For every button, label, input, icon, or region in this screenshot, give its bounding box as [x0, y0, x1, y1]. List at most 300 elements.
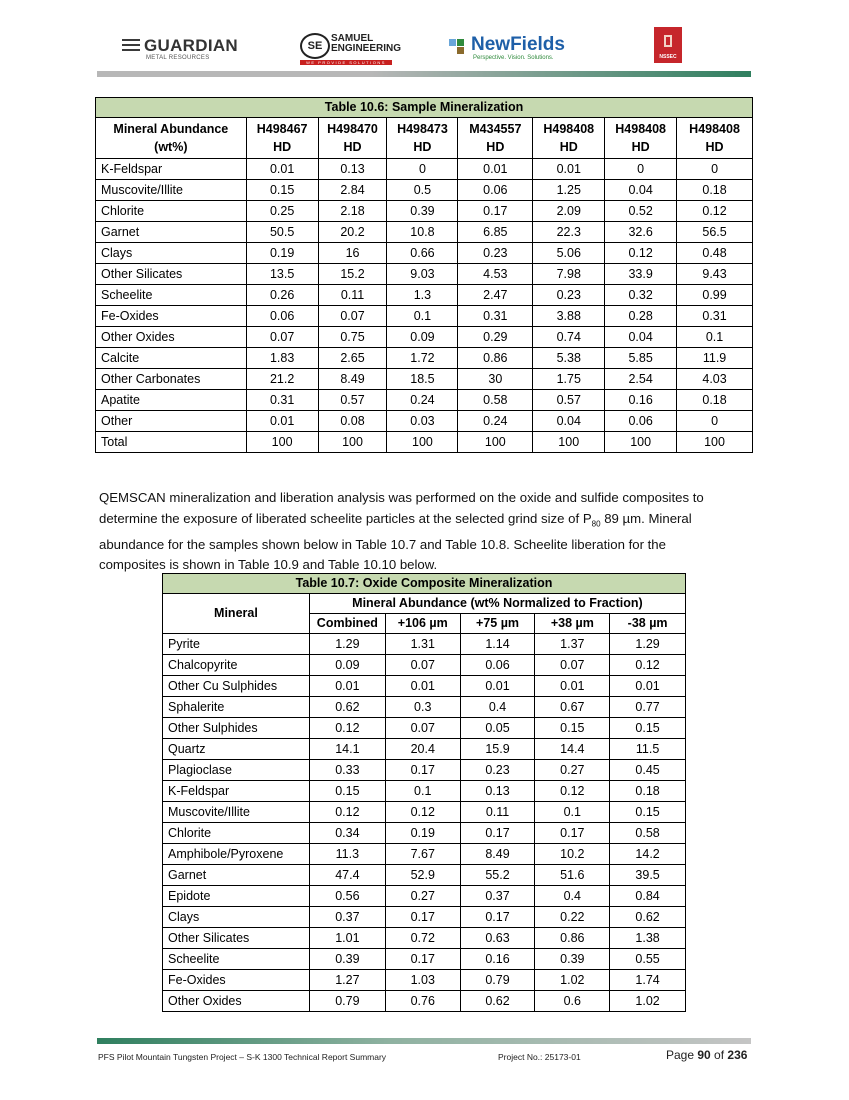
table-cell: 0.04	[533, 411, 605, 432]
table-cell: 47.4	[309, 865, 385, 886]
guardian-bars-icon	[122, 39, 140, 51]
paragraph-line	[99, 509, 759, 535]
table-cell: 7.67	[385, 844, 460, 865]
table-cell: 11.5	[610, 739, 686, 760]
row-label: Garnet	[96, 222, 247, 243]
table-cell: 0.25	[246, 201, 318, 222]
table-cell: 0.17	[535, 823, 610, 844]
table-cell: 0.18	[610, 781, 686, 802]
table-row	[96, 432, 753, 453]
table-cell: 0.52	[605, 201, 677, 222]
newfields-tagline: Perspective. Vision. Solutions.	[473, 55, 554, 61]
table-row	[163, 844, 686, 865]
row-label: Apatite	[96, 390, 247, 411]
table-cell: 0.1	[535, 802, 610, 823]
table-cell: 5.06	[533, 243, 605, 264]
table-row	[163, 781, 686, 802]
table-cell: 0.12	[605, 243, 677, 264]
table-cell: 0.12	[309, 802, 385, 823]
table-cell: 9.03	[387, 264, 458, 285]
table-cell: 8.49	[460, 844, 535, 865]
table-cell: 100	[677, 432, 753, 453]
table-cell: 8.49	[318, 369, 387, 390]
table-cell: 20.2	[318, 222, 387, 243]
header-line: H498408	[615, 122, 667, 136]
table-cell: 5.85	[605, 348, 677, 369]
table-cell: 0.16	[605, 390, 677, 411]
row-label: Quartz	[163, 739, 310, 760]
table-cell: 0.58	[458, 390, 533, 411]
header-line: H498408	[689, 122, 740, 136]
nssec-label: NSSEC	[659, 54, 677, 60]
table-cell: 0.29	[458, 327, 533, 348]
newfields-square-icon	[449, 39, 456, 46]
samuel-tagline: WE PROVIDE SOLUTIONS	[306, 60, 386, 65]
table-cell: 2.47	[458, 285, 533, 306]
samuel-wordmark	[331, 34, 401, 54]
table-cell: 2.18	[318, 201, 387, 222]
row-label: Amphibole/Pyroxene	[163, 844, 310, 865]
table-caption: Table 10.7: Oxide Composite Mineralization	[163, 574, 686, 594]
table-cell: 0.1	[387, 306, 458, 327]
table-cell: 5.38	[533, 348, 605, 369]
table-cell: 0.62	[460, 991, 535, 1012]
table-cell: 0.62	[610, 907, 686, 928]
table-cell: 0.23	[460, 760, 535, 781]
header-line: HD	[413, 140, 432, 154]
table-cell: 0.06	[605, 411, 677, 432]
paragraph-line: abundance for the samples shown below in Table 10.7 and Table 10.8. Scheelite liberation for the	[99, 536, 666, 552]
table-cell: 0.11	[460, 802, 535, 823]
table-cell: 0.01	[246, 159, 318, 180]
table-cell: 0.4	[535, 886, 610, 907]
table-cell: 0.6	[535, 991, 610, 1012]
total-pages: 236	[727, 1048, 748, 1062]
group-header: Mineral Abundance (wt% Normalized to Fraction)	[309, 594, 685, 614]
table-row	[163, 823, 686, 844]
table-row	[96, 159, 753, 180]
table-cell: 18.5	[387, 369, 458, 390]
table-cell: 0.17	[460, 823, 535, 844]
current-page: 90	[697, 1048, 711, 1062]
table-cell: 0.07	[385, 718, 460, 739]
paragraph-line: composites is shown in Table 10.9 and Table 10.10 below.	[99, 557, 438, 573]
column-header: +75 µm	[460, 614, 535, 634]
table-cell: 0.05	[460, 718, 535, 739]
table-row	[163, 760, 686, 781]
row-label: Other Cu Sulphides	[163, 676, 310, 697]
table-row	[163, 865, 686, 886]
table-cell: 1.75	[533, 369, 605, 390]
table-cell: 0.4	[460, 697, 535, 718]
column-header	[246, 118, 318, 159]
table-row	[163, 634, 686, 655]
table-cell: 0.07	[318, 306, 387, 327]
table-10-7	[162, 573, 686, 1012]
table-row	[163, 991, 686, 1012]
table-cell: 0.79	[460, 970, 535, 991]
table-row	[163, 907, 686, 928]
row-label: Muscovite/Illite	[163, 802, 310, 823]
table-row	[96, 264, 753, 285]
footer-report-title: PFS Pilot Mountain Tungsten Project – S-K 1300 Technical Report Summary	[98, 1052, 387, 1062]
table-cell: 0.32	[605, 285, 677, 306]
table-row	[96, 306, 753, 327]
row-label: Calcite	[96, 348, 247, 369]
table-cell: 0.22	[535, 907, 610, 928]
column-header	[605, 118, 677, 159]
row-label: Pyrite	[163, 634, 310, 655]
table-row	[96, 285, 753, 306]
table-cell: 0.01	[535, 676, 610, 697]
table-cell: 0.09	[387, 327, 458, 348]
table-cell: 0.01	[246, 411, 318, 432]
table-cell: 1.38	[610, 928, 686, 949]
table-cell: 0.31	[458, 306, 533, 327]
table-cell: 0.3	[385, 697, 460, 718]
page-header	[0, 0, 849, 80]
table-cell: 0.18	[677, 180, 753, 201]
column-header	[318, 118, 387, 159]
table-cell: 0.24	[458, 411, 533, 432]
table-cell: 1.83	[246, 348, 318, 369]
table-cell: 0.12	[385, 802, 460, 823]
column-header: Combined	[309, 614, 385, 634]
table-cell: 14.2	[610, 844, 686, 865]
table-cell: 0.17	[458, 201, 533, 222]
table-cell: 11.3	[309, 844, 385, 865]
table-row	[96, 411, 753, 432]
column-header	[458, 118, 533, 159]
table-cell: 14.4	[535, 739, 610, 760]
header-line: H498473	[397, 122, 448, 136]
table-cell: 0.15	[246, 180, 318, 201]
table-cell: 1.29	[309, 634, 385, 655]
table-cell: 0.58	[610, 823, 686, 844]
row-label: Other Silicates	[163, 928, 310, 949]
table-cell: 7.98	[533, 264, 605, 285]
table-cell: 1.14	[460, 634, 535, 655]
table-cell: 0.63	[460, 928, 535, 949]
table-cell: 0.24	[387, 390, 458, 411]
table-cell: 0.66	[387, 243, 458, 264]
table-row	[163, 739, 686, 760]
table-cell: 0.07	[535, 655, 610, 676]
header-line: HD	[559, 140, 578, 154]
table-cell: 20.4	[385, 739, 460, 760]
nssec-emblem-icon	[664, 35, 672, 47]
table-cell: 0.11	[318, 285, 387, 306]
table-cell: 0.56	[309, 886, 385, 907]
table-cell: 1.3	[387, 285, 458, 306]
samuel-line2: ENGINEERING	[331, 43, 402, 54]
table-cell: 0.37	[309, 907, 385, 928]
table-cell: 0.17	[385, 760, 460, 781]
table-cell: 1.29	[610, 634, 686, 655]
table-cell: 1.31	[385, 634, 460, 655]
table-cell: 0.76	[385, 991, 460, 1012]
newfields-name: NewFields	[471, 34, 565, 55]
table-cell: 51.6	[535, 865, 610, 886]
table-cell: 32.6	[605, 222, 677, 243]
table-cell: 0.67	[535, 697, 610, 718]
row-label: Fe-Oxides	[163, 970, 310, 991]
table-cell: 0.37	[460, 886, 535, 907]
table-cell: 0.01	[533, 159, 605, 180]
page-number	[666, 1048, 747, 1062]
corner-header	[96, 118, 247, 159]
table-cell: 0.57	[533, 390, 605, 411]
table-row	[163, 676, 686, 697]
header-line: HD	[273, 140, 292, 154]
table-cell: 0.39	[309, 949, 385, 970]
table-row	[163, 697, 686, 718]
column-header: +106 µm	[385, 614, 460, 634]
table-cell: 0.01	[460, 676, 535, 697]
row-label: Scheelite	[163, 949, 310, 970]
table-cell: 0.34	[309, 823, 385, 844]
table-cell: 0.15	[610, 802, 686, 823]
row-label: Garnet	[163, 865, 310, 886]
table-cell: 0.74	[533, 327, 605, 348]
table-row	[163, 949, 686, 970]
body-paragraph	[99, 488, 759, 576]
guardian-subtitle: METAL RESOURCES	[146, 55, 210, 61]
table-cell: 14.1	[309, 739, 385, 760]
table-cell: 3.88	[533, 306, 605, 327]
table-cell: 0.1	[385, 781, 460, 802]
row-label: Other Carbonates	[96, 369, 247, 390]
row-label: Other Oxides	[163, 991, 310, 1012]
table-cell: 0.27	[535, 760, 610, 781]
table-cell: 0.01	[610, 676, 686, 697]
table-cell: 0.72	[385, 928, 460, 949]
row-label: Other	[96, 411, 247, 432]
table-cell: 0.62	[309, 697, 385, 718]
table-cell: 55.2	[460, 865, 535, 886]
table-row	[96, 348, 753, 369]
table-row	[96, 327, 753, 348]
column-header	[677, 118, 753, 159]
table-cell: 0.18	[677, 390, 753, 411]
table-cell: 13.5	[246, 264, 318, 285]
table-row	[163, 886, 686, 907]
table-cell: 0.04	[605, 180, 677, 201]
table-row	[163, 718, 686, 739]
table-cell: 1.27	[309, 970, 385, 991]
table-cell: 0.17	[385, 907, 460, 928]
table-cell: 1.01	[309, 928, 385, 949]
page-of: of	[710, 1048, 728, 1062]
table-cell: 100	[533, 432, 605, 453]
table-row	[163, 655, 686, 676]
table-cell: 0.12	[535, 781, 610, 802]
table-cell: 0.01	[458, 159, 533, 180]
table-cell: 0.08	[318, 411, 387, 432]
table-cell: 0.39	[387, 201, 458, 222]
table-cell: 0.33	[309, 760, 385, 781]
table-cell: 1.03	[385, 970, 460, 991]
table-cell: 11.9	[677, 348, 753, 369]
table-cell: 9.43	[677, 264, 753, 285]
page-prefix: Page	[666, 1048, 698, 1062]
table-cell: 0.5	[387, 180, 458, 201]
table-row	[163, 970, 686, 991]
table-cell: 0.06	[246, 306, 318, 327]
table-cell: 10.2	[535, 844, 610, 865]
row-label: Chlorite	[163, 823, 310, 844]
table-cell: 52.9	[385, 865, 460, 886]
paragraph-line: QEMSCAN mineralization and liberation analysis was performed on the oxide and sulfide composites to	[99, 490, 704, 505]
table-cell: 0.16	[460, 949, 535, 970]
row-label: Scheelite	[96, 285, 247, 306]
row-label: Total	[96, 432, 247, 453]
table-cell: 0.12	[677, 201, 753, 222]
header-line: M434557	[469, 122, 522, 136]
table-cell: 0.19	[246, 243, 318, 264]
table-cell: 0.03	[387, 411, 458, 432]
row-label: Clays	[163, 907, 310, 928]
table-cell: 0.01	[385, 676, 460, 697]
paragraph-text: determine the exposure of liberated scheelite particles at the selected grind size of P	[99, 510, 592, 526]
header-line: HD	[486, 140, 505, 154]
table-cell: 0.04	[605, 327, 677, 348]
table-cell: 0	[677, 159, 753, 180]
row-label: Plagioclase	[163, 760, 310, 781]
row-label: Clays	[96, 243, 247, 264]
table-cell: 33.9	[605, 264, 677, 285]
table-row	[96, 201, 753, 222]
column-header: +38 µm	[535, 614, 610, 634]
table-cell: 0.17	[460, 907, 535, 928]
header-line: HD	[631, 140, 650, 154]
table-cell: 0.45	[610, 760, 686, 781]
table-cell: 0.31	[677, 306, 753, 327]
table-cell: 1.25	[533, 180, 605, 201]
table-cell: 0.55	[610, 949, 686, 970]
header-line: H498467	[256, 122, 308, 136]
table-row	[96, 180, 753, 201]
table-cell: 2.09	[533, 201, 605, 222]
table-cell: 0.86	[458, 348, 533, 369]
row-label: Chlorite	[96, 201, 247, 222]
table-row	[96, 390, 753, 411]
table-cell: 0.79	[309, 991, 385, 1012]
header-rule	[97, 71, 751, 77]
table-cell: 0.23	[458, 243, 533, 264]
table-cell: 0.48	[677, 243, 753, 264]
table-cell: 0.15	[309, 781, 385, 802]
table-cell: 1.74	[610, 970, 686, 991]
column-header	[533, 118, 605, 159]
table-cell: 6.85	[458, 222, 533, 243]
row-label: Other Sulphides	[163, 718, 310, 739]
row-label: Other Silicates	[96, 264, 247, 285]
table-cell: 4.53	[458, 264, 533, 285]
table-cell: 2.54	[605, 369, 677, 390]
table-cell: 0.09	[309, 655, 385, 676]
table-row	[163, 802, 686, 823]
row-label: Sphalerite	[163, 697, 310, 718]
table-cell: 2.84	[318, 180, 387, 201]
table-cell: 15.9	[460, 739, 535, 760]
table-cell: 30	[458, 369, 533, 390]
table-cell: 100	[246, 432, 318, 453]
row-label: Epidote	[163, 886, 310, 907]
footer-rule	[97, 1038, 751, 1044]
table-cell: 0.27	[385, 886, 460, 907]
table-cell: 100	[605, 432, 677, 453]
table-caption: Table 10.6: Sample Mineralization	[96, 98, 753, 118]
nssec-logo	[654, 27, 682, 63]
header-line: (wt%)	[154, 140, 188, 154]
table-cell: 1.37	[535, 634, 610, 655]
column-header: -38 µm	[610, 614, 686, 634]
table-cell: 22.3	[533, 222, 605, 243]
table-cell: 0.12	[610, 655, 686, 676]
header-line: HD	[343, 140, 362, 154]
table-cell: 0.77	[610, 697, 686, 718]
table-row	[96, 369, 753, 390]
table-cell: 100	[458, 432, 533, 453]
table-cell: 0.86	[535, 928, 610, 949]
se-mark-icon: SE	[300, 33, 330, 59]
mineral-header: Mineral	[163, 594, 310, 634]
row-label: Fe-Oxides	[96, 306, 247, 327]
table-cell: 0.28	[605, 306, 677, 327]
table-cell: 0.06	[460, 655, 535, 676]
newfields-square-icon	[457, 39, 464, 46]
table-cell: 10.8	[387, 222, 458, 243]
table-cell: 0.84	[610, 886, 686, 907]
header-line: H498408	[543, 122, 595, 136]
table-cell: 0	[677, 411, 753, 432]
table-cell: 0.57	[318, 390, 387, 411]
table-cell: 0.19	[385, 823, 460, 844]
paragraph-text: 89 µm. Mineral	[600, 510, 692, 526]
table-cell: 0.17	[385, 949, 460, 970]
table-10-6	[95, 97, 753, 453]
row-label: Muscovite/Illite	[96, 180, 247, 201]
table-row	[96, 222, 753, 243]
table-cell: 0.06	[458, 180, 533, 201]
table-cell: 2.65	[318, 348, 387, 369]
table-cell: 100	[318, 432, 387, 453]
footer-project-number: Project No.: 25173-01	[498, 1052, 581, 1062]
table-cell: 0.15	[610, 718, 686, 739]
table-cell: 0.12	[309, 718, 385, 739]
table-row	[163, 928, 686, 949]
table-cell: 16	[318, 243, 387, 264]
guardian-name: GUARDIAN	[144, 36, 239, 55]
table-cell: 0.13	[460, 781, 535, 802]
table-cell: 15.2	[318, 264, 387, 285]
table-cell: 1.02	[535, 970, 610, 991]
table-cell: 0.99	[677, 285, 753, 306]
table-cell: 100	[387, 432, 458, 453]
table-cell: 4.03	[677, 369, 753, 390]
table-cell: 0.39	[535, 949, 610, 970]
table-cell: 50.5	[246, 222, 318, 243]
table-cell: 0.75	[318, 327, 387, 348]
row-label: Other Oxides	[96, 327, 247, 348]
table-cell: 0.31	[246, 390, 318, 411]
table-cell: 56.5	[677, 222, 753, 243]
table-cell: 0.07	[246, 327, 318, 348]
table-cell: 39.5	[610, 865, 686, 886]
paragraph-subscript: 80	[591, 519, 601, 529]
table-cell: 1.72	[387, 348, 458, 369]
